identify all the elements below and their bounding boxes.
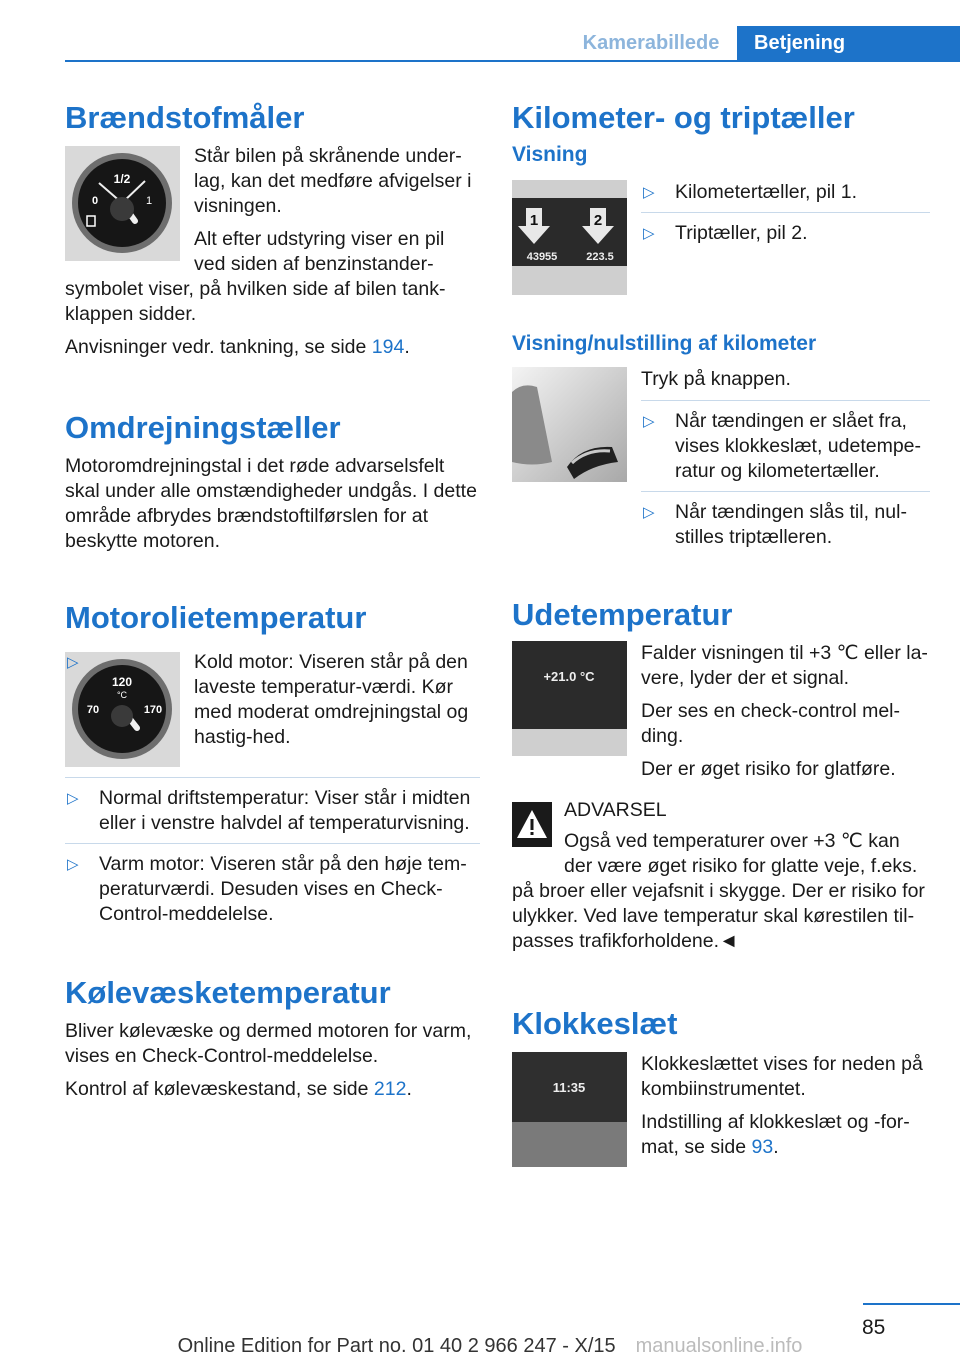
reset-paragraph: Tryk på knappen. [641, 368, 791, 390]
rpm-paragraph: Motoromdrejningstal i det røde advarselsfelt skal under alle omstændigheder undgås. I dette område afbrydes brændstoftilførslen for at beskytte motoren. [65, 455, 477, 552]
outside-paragraph-2: Der ses en check-control mel-ding. [641, 700, 901, 747]
tab-kamerabillede[interactable]: Kamerabillede [582, 32, 720, 54]
fuel-paragraph-3: Anvisninger vedr. tankning, se side 194. [65, 336, 410, 358]
clock-paragraph-2: Indstilling af klokkeslæt og -for-mat, se side 93. [641, 1111, 910, 1158]
warning-block [512, 798, 930, 954]
clock-value: 11:35 [552, 1080, 586, 1095]
reset-list [641, 409, 930, 484]
list-divider [641, 400, 930, 401]
watermark: manualsonline.info [635, 1335, 803, 1357]
reset-subheading: Visning/nulstilling af kilometer [512, 332, 817, 355]
triangle-bullet-icon: ▷ [643, 504, 655, 521]
fuel-paragraph-1: Står bilen på skrånende under-lag, kan det medføre afvigelser i visningen. [194, 145, 472, 217]
list-item: ▷ Triptæller, pil 2. [643, 222, 808, 244]
reset-list-continued [641, 500, 930, 550]
oil-gauge-low-label: 70 [86, 704, 100, 716]
page-link-93[interactable]: 93 [751, 1136, 774, 1158]
odometer-value: 43955 [526, 251, 558, 263]
triangle-bullet-icon: ▷ [67, 654, 79, 671]
left-column [65, 100, 480, 1110]
list-item: ▷ Varm motor: Viseren står på den høje tem-peraturværdi. Desuden vises en Check-Control-meddelelse. [67, 853, 467, 925]
arrow-1-label: 1 [529, 212, 539, 229]
list-item: ▷ Kold motor: Viseren står på den laveste temperatur-værdi. Kør med moderat omdrejningstal og hastig-hed. [67, 651, 469, 748]
page-link-212[interactable]: 212 [373, 1078, 407, 1100]
outside-temp-value: +21.0 °C [543, 669, 595, 684]
list-divider [641, 491, 930, 492]
odometer-display-image [512, 180, 627, 295]
warning-title: ADVARSEL [564, 799, 667, 821]
header-rule [65, 60, 960, 62]
fuel-heading: Brændstofmåler [65, 100, 305, 135]
outside-temp-heading: Udetemperatur [512, 597, 733, 632]
reset-button-image [512, 367, 627, 482]
km-list [641, 180, 930, 205]
oil-list-continued-2 [65, 852, 480, 927]
triangle-bullet-icon: ▷ [643, 413, 655, 430]
km-subheading: Visning [512, 143, 588, 166]
clock-paragraph-1: Klokkeslættet vises for neden på kombiinstrumentet. [641, 1053, 923, 1100]
list-item: ▷ Når tændingen slås til, nul-stilles triptælleren. [643, 501, 907, 548]
oil-heading: Motorolietemperatur [65, 600, 367, 635]
list-divider [65, 777, 480, 778]
list-divider [641, 212, 930, 213]
oil-gauge-mid-label: 120 [111, 675, 133, 689]
triangle-bullet-icon: ▷ [643, 225, 655, 242]
arrow-2-label: 2 [593, 212, 603, 229]
warning-icon [512, 802, 552, 847]
warning-text: Også ved temperaturer over +3 ℃ kan der være øget risiko for glatte veje, f.eks. på broer eller vejafsnit i skygge. Der er risiko for ulykker. Ved lave temperatur skal kørestilen til-passes trafikforholdene.◄ [512, 830, 925, 952]
footer-rule [863, 1303, 960, 1305]
list-item: ▷ Når tændingen er slået fra, vises klokkeslæt, udetempe-ratur og kilometertæller. [643, 410, 922, 482]
footer-text: Online Edition for Part no. 01 40 2 966 247 - X/15 manualsonline.info [177, 1335, 803, 1357]
page-number: 85 [862, 1316, 886, 1339]
triangle-bullet-icon: ▷ [67, 856, 79, 873]
fuel-gauge-empty-label: 0 [91, 195, 99, 207]
outside-paragraph-1: Falder visningen til +3 ℃ eller la-vere, lyder der et signal. [641, 642, 928, 689]
right-column [512, 100, 930, 1175]
list-divider [65, 843, 480, 844]
triangle-bullet-icon: ▷ [67, 790, 79, 807]
trip-value: 223.5 [586, 251, 614, 263]
oil-list-continued [65, 786, 480, 836]
clock-display-image [512, 1052, 627, 1167]
fuel-paragraph-2: Alt efter udstyring viser en pil ved siden af benzinstander-symbolet viser, på hvilken side af bilen tank-klappen sidder. [65, 228, 446, 325]
oil-list [65, 650, 480, 750]
outside-paragraph-3: Der er øget risiko for glatføre. [641, 758, 896, 780]
page-link-194[interactable]: 194 [371, 336, 405, 358]
list-item: ▷ Normal driftstemperatur: Viser står i midten eller i venstre halvdel af temperaturvisning. [67, 787, 471, 834]
oil-gauge-high-label: 170 [143, 704, 163, 716]
km-heading: Kilometer- og triptæller [512, 100, 855, 135]
triangle-bullet-icon: ▷ [643, 184, 655, 201]
outside-temp-display-image [512, 641, 627, 756]
clock-heading: Klokkeslæt [512, 1006, 678, 1041]
coolant-paragraph-1: Bliver kølevæske og dermed motoren for varm, vises en Check-Control-meddelelse. [65, 1020, 472, 1067]
coolant-paragraph-2: Kontrol af kølevæskestand, se side 212. [65, 1078, 412, 1100]
fuel-gauge-full-label: 1 [145, 195, 153, 207]
fuel-gauge-half-label: 1/2 [113, 172, 131, 186]
km-list-continued [641, 221, 930, 246]
tab-betjening[interactable]: Betjening [737, 26, 960, 62]
list-item: ▷ Kilometertæller, pil 1. [643, 181, 858, 203]
rpm-heading: Omdrejningstæller [65, 410, 341, 445]
oil-gauge-unit-label: °C [116, 690, 128, 700]
coolant-heading: Kølevæsketemperatur [65, 975, 391, 1010]
fuel-gauge-image [65, 146, 180, 261]
